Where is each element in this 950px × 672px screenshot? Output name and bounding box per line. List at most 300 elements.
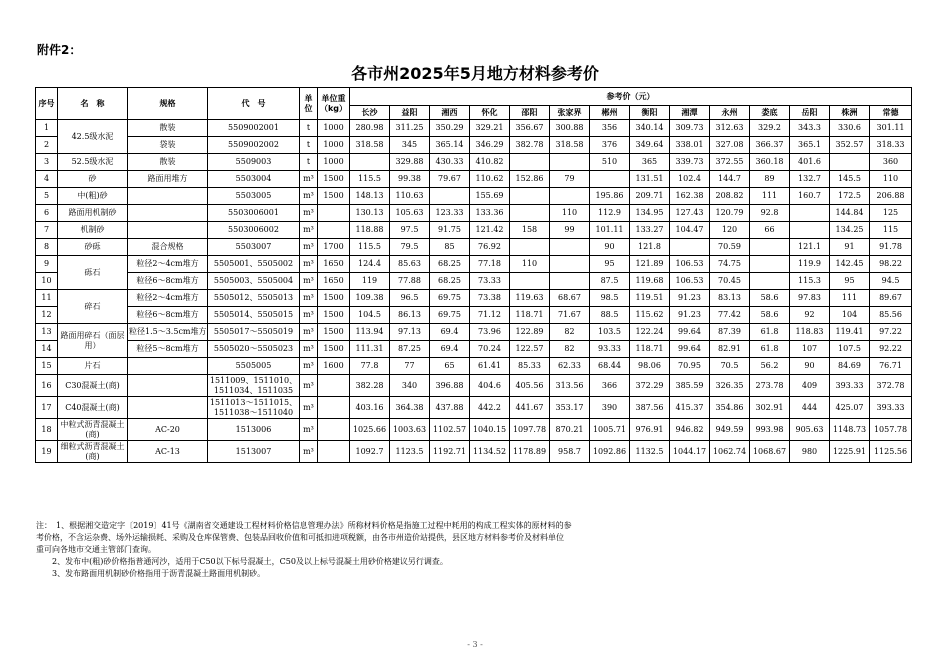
cell-weight: 1000 (318, 154, 350, 171)
cell-code: 5503007 (208, 239, 300, 256)
cell-price: 118.71 (510, 307, 550, 324)
cell-price: 96.5 (390, 290, 430, 307)
cell-price: 329.88 (390, 154, 430, 171)
cell-price: 79.67 (430, 171, 470, 188)
cell-price: 112.9 (590, 205, 630, 222)
table-row (36, 324, 912, 341)
cell-unit: m³ (300, 290, 318, 307)
cell-price: 343.3 (790, 120, 830, 137)
cell-seq: 15 (36, 358, 58, 375)
cell-price: 318.33 (870, 137, 912, 154)
cell-unit: m³ (300, 273, 318, 290)
cell-price: 69.4 (430, 324, 470, 341)
cell-price: 61.8 (750, 341, 790, 358)
cell-seq: 11 (36, 290, 58, 307)
cell-unit: m³ (300, 188, 318, 205)
cell-spec: 粒径2～4cm堆方 (128, 256, 208, 273)
cell-code: 5505003、5505004 (208, 273, 300, 290)
cell-seq: 18 (36, 419, 58, 441)
cell-weight (318, 222, 350, 239)
cell-price: 99 (550, 222, 590, 239)
cell-price: 124.4 (350, 256, 390, 273)
cell-price: 97.5 (390, 222, 430, 239)
cell-price: 1068.67 (750, 441, 790, 463)
cell-price: 1123.5 (390, 441, 430, 463)
cell-name: 砾石 (58, 256, 128, 290)
cell-price: 105.63 (390, 205, 430, 222)
cell-price: 372.29 (630, 375, 670, 397)
cell-price: 99.38 (390, 171, 430, 188)
cell-price: 346.29 (470, 137, 510, 154)
cell-price: 115.5 (350, 239, 390, 256)
cell-price: 144.7 (710, 171, 750, 188)
cell-price: 69.75 (430, 307, 470, 324)
cell-price: 91.23 (670, 290, 710, 307)
cell-price (750, 273, 790, 290)
cell-price: 1044.17 (670, 441, 710, 463)
cell-spec: 袋装 (128, 137, 208, 154)
table-row (36, 239, 912, 256)
cell-weight: 1000 (318, 120, 350, 137)
footnote-line: 考价格，不含运杂费、场外运输损耗、采购及仓库保管费、包装品回收价值和可抵扣进项税额，由各市州造价站提供，县区地方材料参考价及材料单位 (36, 533, 564, 542)
cell-price: 133.36 (470, 205, 510, 222)
cell-price: 110 (550, 205, 590, 222)
cell-price: 115.62 (630, 307, 670, 324)
cell-unit: m³ (300, 222, 318, 239)
header-weight: 单位重（kg） (318, 88, 350, 120)
cell-spec: AC-20 (128, 419, 208, 441)
cell-price: 329.21 (470, 120, 510, 137)
cell-price: 119.51 (630, 290, 670, 307)
cell-price: 107 (790, 341, 830, 358)
cell-price: 387.56 (630, 397, 670, 419)
cell-unit: m³ (300, 419, 318, 441)
cell-price: 115.5 (350, 171, 390, 188)
cell-name: C40混凝土(商) (58, 397, 128, 419)
cell-price: 1092.7 (350, 441, 390, 463)
cell-price: 1040.15 (470, 419, 510, 441)
cell-price: 65 (430, 358, 470, 375)
cell-price: 142.45 (830, 256, 870, 273)
cell-spec: 粒径1.5～3.5cm堆方 (128, 324, 208, 341)
cell-price: 89.67 (870, 290, 912, 307)
cell-price: 339.73 (670, 154, 710, 171)
cell-price: 111 (750, 188, 790, 205)
cell-weight: 1500 (318, 188, 350, 205)
cell-name: 中粒式沥青混凝土(商) (58, 419, 128, 441)
cell-price: 73.33 (470, 273, 510, 290)
cell-price: 73.96 (470, 324, 510, 341)
cell-price: 121.8 (630, 239, 670, 256)
cell-price (590, 171, 630, 188)
cell-spec (128, 397, 208, 419)
cell-price: 104.47 (670, 222, 710, 239)
cell-price: 309.73 (670, 120, 710, 137)
cell-price: 58.6 (750, 307, 790, 324)
header-city: 益阳 (390, 106, 430, 120)
cell-spec: 粒径6～8cm堆方 (128, 307, 208, 324)
cell-price (510, 239, 550, 256)
cell-price: 79 (550, 171, 590, 188)
cell-unit: m³ (300, 239, 318, 256)
cell-price (550, 154, 590, 171)
cell-code: 5503006001 (208, 205, 300, 222)
header-city: 湘潭 (670, 106, 710, 120)
cell-price: 1192.71 (430, 441, 470, 463)
cell-price (830, 154, 870, 171)
cell-price (790, 222, 830, 239)
cell-price: 393.33 (830, 375, 870, 397)
cell-price (750, 239, 790, 256)
cell-price: 92 (790, 307, 830, 324)
table-row (36, 419, 912, 441)
table-row (36, 222, 912, 239)
cell-price (790, 205, 830, 222)
cell-price: 111.31 (350, 341, 390, 358)
cell-price: 396.88 (430, 375, 470, 397)
cell-price: 121.42 (470, 222, 510, 239)
cell-price: 870.21 (550, 419, 590, 441)
cell-price: 91 (830, 239, 870, 256)
cell-price: 87.39 (710, 324, 750, 341)
cell-price: 145.5 (830, 171, 870, 188)
cell-price: 111 (830, 290, 870, 307)
cell-price: 110 (870, 171, 912, 188)
cell-price: 77.88 (390, 273, 430, 290)
cell-price: 152.86 (510, 171, 550, 188)
cell-price: 70.45 (710, 273, 750, 290)
cell-price: 301.11 (870, 120, 912, 137)
cell-code: 5505005 (208, 358, 300, 375)
cell-price: 130.13 (350, 205, 390, 222)
cell-price: 85 (430, 239, 470, 256)
table-body (36, 120, 912, 463)
cell-price: 107.5 (830, 341, 870, 358)
cell-price: 76.71 (870, 358, 912, 375)
cell-price: 82 (550, 341, 590, 358)
cell-price: 110.62 (470, 171, 510, 188)
table-row (36, 358, 912, 375)
cell-weight (318, 375, 350, 397)
cell-code: 5505017～5505019 (208, 324, 300, 341)
header-city: 怀化 (470, 106, 510, 120)
cell-unit: m³ (300, 256, 318, 273)
header-spec: 规格 (128, 88, 208, 120)
cell-price: 70.59 (710, 239, 750, 256)
cell-price (510, 205, 550, 222)
cell-seq: 3 (36, 154, 58, 171)
cell-price: 68.44 (590, 358, 630, 375)
cell-price: 364.38 (390, 397, 430, 419)
cell-price: 86.13 (390, 307, 430, 324)
header-name: 名 称 (58, 88, 128, 120)
header-city: 株洲 (830, 106, 870, 120)
cell-price: 119.9 (790, 256, 830, 273)
table-row (36, 256, 912, 273)
cell-price: 119 (350, 273, 390, 290)
cell-price: 134.95 (630, 205, 670, 222)
cell-price: 404.6 (470, 375, 510, 397)
header-city: 长沙 (350, 106, 390, 120)
cell-price: 82.91 (710, 341, 750, 358)
cell-weight (318, 419, 350, 441)
cell-spec (128, 358, 208, 375)
cell-price: 1148.73 (830, 419, 870, 441)
cell-price: 430.33 (430, 154, 470, 171)
cell-price: 79.5 (390, 239, 430, 256)
cell-price: 99.64 (670, 341, 710, 358)
cell-code: 5505012、5505013 (208, 290, 300, 307)
cell-price: 300.88 (550, 120, 590, 137)
cell-price: 280.98 (350, 120, 390, 137)
cell-price: 123.33 (430, 205, 470, 222)
cell-seq: 2 (36, 137, 58, 154)
cell-price (510, 273, 550, 290)
table-header (36, 88, 912, 120)
cell-price: 393.33 (870, 397, 912, 419)
cell-name: C30混凝土(商) (58, 375, 128, 397)
cell-price: 98.06 (630, 358, 670, 375)
cell-weight: 1000 (318, 137, 350, 154)
cell-price: 131.51 (630, 171, 670, 188)
cell-price: 118.71 (630, 341, 670, 358)
cell-unit: t (300, 120, 318, 137)
cell-price: 437.88 (430, 397, 470, 419)
cell-price: 56.2 (750, 358, 790, 375)
cell-price: 106.53 (670, 256, 710, 273)
cell-price: 68.25 (430, 256, 470, 273)
cell-price: 376 (590, 137, 630, 154)
cell-seq: 16 (36, 375, 58, 397)
cell-name: 中(粗)砂 (58, 188, 128, 205)
cell-unit: m³ (300, 375, 318, 397)
cell-price: 385.59 (670, 375, 710, 397)
cell-price: 340 (390, 375, 430, 397)
cell-spec (128, 222, 208, 239)
header-city: 邵阳 (510, 106, 550, 120)
cell-price: 85.56 (870, 307, 912, 324)
cell-price: 318.58 (350, 137, 390, 154)
cell-price: 946.82 (670, 419, 710, 441)
page-title: 各市州2025年5月地方材料参考价 (351, 64, 599, 83)
cell-price: 1134.52 (470, 441, 510, 463)
cell-code: 5509003 (208, 154, 300, 171)
header-city: 张家界 (550, 106, 590, 120)
cell-price: 1225.91 (830, 441, 870, 463)
cell-price: 95 (830, 273, 870, 290)
cell-weight: 1500 (318, 307, 350, 324)
cell-price: 74.75 (710, 256, 750, 273)
cell-price: 148.13 (350, 188, 390, 205)
cell-price: 110.63 (390, 188, 430, 205)
header-code: 代 号 (208, 88, 300, 120)
cell-price: 405.56 (510, 375, 550, 397)
cell-price: 195.86 (590, 188, 630, 205)
cell-price: 980 (790, 441, 830, 463)
cell-code: 1513006 (208, 419, 300, 441)
cell-price: 209.71 (630, 188, 670, 205)
cell-price: 1092.86 (590, 441, 630, 463)
cell-price: 77.18 (470, 256, 510, 273)
cell-price: 90 (790, 358, 830, 375)
cell-price: 162.38 (670, 188, 710, 205)
cell-price: 93.33 (590, 341, 630, 358)
cell-price: 62.33 (550, 358, 590, 375)
cell-price: 409 (790, 375, 830, 397)
cell-price: 390 (590, 397, 630, 419)
cell-price: 71.67 (550, 307, 590, 324)
cell-price (350, 154, 390, 171)
cell-price: 85.33 (510, 358, 550, 375)
page-number: - 3 - (467, 640, 483, 649)
cell-price: 1102.57 (430, 419, 470, 441)
cell-price: 71.12 (470, 307, 510, 324)
cell-weight (318, 397, 350, 419)
cell-price: 133.27 (630, 222, 670, 239)
cell-price: 1003.63 (390, 419, 430, 441)
cell-spec: 粒径2～4cm堆方 (128, 290, 208, 307)
cell-price: 90 (590, 239, 630, 256)
cell-price: 106.53 (670, 273, 710, 290)
table-row (36, 341, 912, 358)
cell-seq: 7 (36, 222, 58, 239)
cell-code: 5503006002 (208, 222, 300, 239)
cell-seq: 10 (36, 273, 58, 290)
cell-price: 98.5 (590, 290, 630, 307)
cell-price: 172.5 (830, 188, 870, 205)
cell-price: 365 (630, 154, 670, 171)
cell-price: 302.91 (750, 397, 790, 419)
cell-weight: 1500 (318, 171, 350, 188)
cell-unit: m³ (300, 205, 318, 222)
cell-price: 68.67 (550, 290, 590, 307)
cell-spec (128, 375, 208, 397)
cell-price: 122.89 (510, 324, 550, 341)
cell-price: 97.83 (790, 290, 830, 307)
table-row (36, 307, 912, 324)
cell-price: 1097.78 (510, 419, 550, 441)
cell-code: 5503004 (208, 171, 300, 188)
cell-price: 102.4 (670, 171, 710, 188)
cell-price: 1005.71 (590, 419, 630, 441)
cell-price: 326.35 (710, 375, 750, 397)
cell-price: 442.2 (470, 397, 510, 419)
table-row (36, 137, 912, 154)
cell-price: 73.38 (470, 290, 510, 307)
cell-price: 338.01 (670, 137, 710, 154)
cell-seq: 4 (36, 171, 58, 188)
cell-price: 311.25 (390, 120, 430, 137)
cell-code: 1511009、1511010、1511034、1511035 (208, 375, 300, 397)
cell-seq: 5 (36, 188, 58, 205)
cell-price: 425.07 (830, 397, 870, 419)
cell-price: 97.22 (870, 324, 912, 341)
cell-price: 115 (870, 222, 912, 239)
cell-price: 68.25 (430, 273, 470, 290)
cell-price: 119.68 (630, 273, 670, 290)
table-row (36, 188, 912, 205)
cell-price: 88.5 (590, 307, 630, 324)
header-city: 岳阳 (790, 106, 830, 120)
cell-price: 101.11 (590, 222, 630, 239)
cell-weight (318, 205, 350, 222)
cell-price: 87.5 (590, 273, 630, 290)
cell-price: 382.78 (510, 137, 550, 154)
cell-name: 路面用机制砂 (58, 205, 128, 222)
cell-seq: 8 (36, 239, 58, 256)
cell-price: 109.38 (350, 290, 390, 307)
cell-price: 993.98 (750, 419, 790, 441)
cell-price: 976.91 (630, 419, 670, 441)
cell-price: 340.14 (630, 120, 670, 137)
cell-seq: 17 (36, 397, 58, 419)
cell-name: 砂 (58, 171, 128, 188)
cell-price: 119.41 (830, 324, 870, 341)
cell-name: 路面用碎石（面层用） (58, 324, 128, 358)
cell-unit: m³ (300, 341, 318, 358)
cell-price: 92.8 (750, 205, 790, 222)
cell-weight: 1650 (318, 273, 350, 290)
header-unit: 单位 (300, 88, 318, 120)
cell-price (430, 188, 470, 205)
cell-price: 208.82 (710, 188, 750, 205)
cell-seq: 13 (36, 324, 58, 341)
footnote-line: 重可向各地市交通主管部门查询。 (36, 545, 156, 554)
cell-price: 121.1 (790, 239, 830, 256)
cell-seq: 14 (36, 341, 58, 358)
cell-price: 949.59 (710, 419, 750, 441)
cell-unit: m³ (300, 397, 318, 419)
cell-price: 365.1 (790, 137, 830, 154)
cell-price (510, 188, 550, 205)
cell-price: 77.8 (350, 358, 390, 375)
cell-spec: 粒径5～8cm堆方 (128, 341, 208, 358)
cell-spec: 散装 (128, 120, 208, 137)
cell-spec (128, 205, 208, 222)
cell-price: 345 (390, 137, 430, 154)
header-city: 湘西 (430, 106, 470, 120)
cell-unit: m³ (300, 307, 318, 324)
cell-unit: t (300, 154, 318, 171)
cell-price (550, 273, 590, 290)
cell-price (550, 188, 590, 205)
cell-name: 机制砂 (58, 222, 128, 239)
cell-spec: 散装 (128, 154, 208, 171)
cell-price (510, 154, 550, 171)
cell-price: 356 (590, 120, 630, 137)
cell-price: 69.75 (430, 290, 470, 307)
header-city: 郴州 (590, 106, 630, 120)
cell-price: 330.6 (830, 120, 870, 137)
cell-unit: t (300, 137, 318, 154)
cell-spec: 路面用堆方 (128, 171, 208, 188)
cell-price: 155.69 (470, 188, 510, 205)
cell-weight: 1700 (318, 239, 350, 256)
cell-price: 70.24 (470, 341, 510, 358)
table-row (36, 171, 912, 188)
cell-price (550, 239, 590, 256)
cell-price: 91.78 (870, 239, 912, 256)
cell-price: 91.75 (430, 222, 470, 239)
cell-price: 127.43 (670, 205, 710, 222)
cell-price: 132.7 (790, 171, 830, 188)
cell-price: 1132.5 (630, 441, 670, 463)
cell-name: 42.5级水泥 (58, 120, 128, 154)
cell-seq: 6 (36, 205, 58, 222)
table-row (36, 397, 912, 419)
cell-price: 356.67 (510, 120, 550, 137)
cell-price: 104.5 (350, 307, 390, 324)
